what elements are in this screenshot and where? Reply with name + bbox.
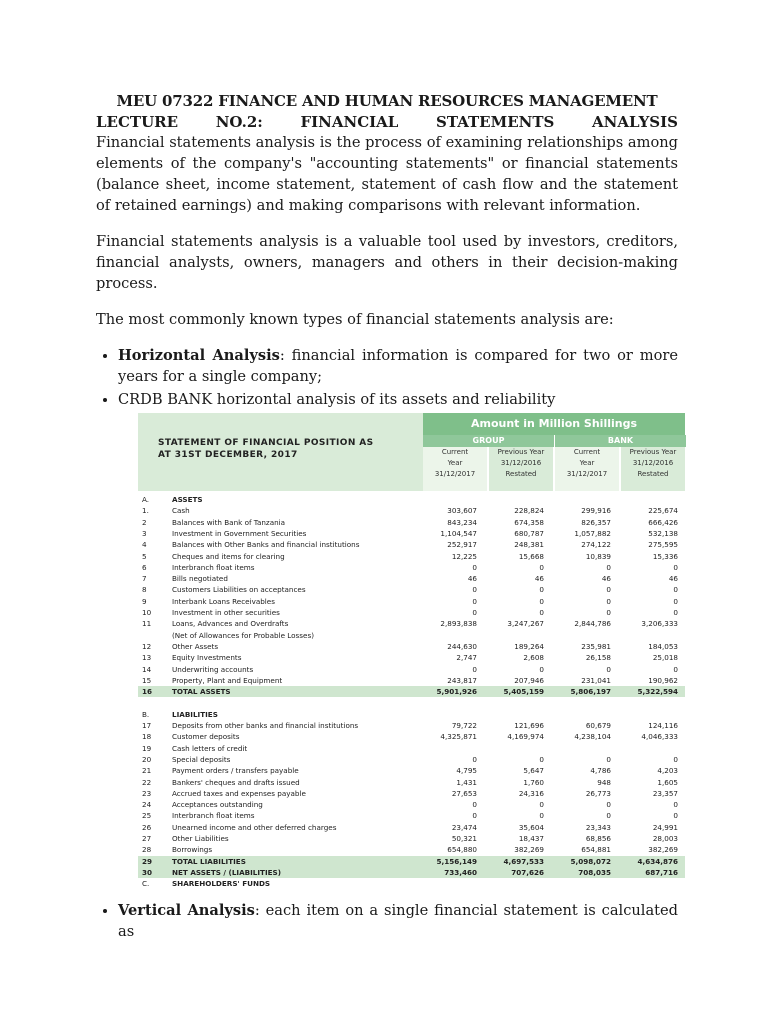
row-value: 0: [606, 562, 611, 572]
row-value: 190,962: [648, 675, 678, 685]
row-number: 18: [142, 732, 152, 742]
row-value: 1,104,547: [440, 528, 477, 538]
row-value: 25,018: [652, 653, 678, 663]
lecture-word: FINANCIAL: [300, 113, 399, 131]
row-label: Balances with Other Banks and financial institutions: [172, 540, 360, 550]
row-value: 0: [539, 562, 544, 572]
row-value: 10,839: [585, 551, 611, 561]
row-label: NET ASSETS / (LIABILITIES): [172, 867, 281, 877]
table-row: [138, 743, 685, 754]
row-label: Bills negotiated: [172, 574, 228, 584]
row-label: Acceptances outstanding: [172, 800, 263, 810]
row-value: 50,321: [451, 834, 477, 843]
lecture-word: LECTURE: [96, 113, 179, 131]
row-label: Deposits from other banks and financial institutions: [172, 721, 359, 730]
row-label: Other Liabilities: [172, 834, 229, 843]
table-row: [138, 539, 685, 550]
table-row: [138, 675, 685, 686]
row-value: 0: [539, 608, 544, 617]
row-number: 15: [142, 675, 152, 685]
table-row: [138, 528, 685, 539]
row-value: 46: [668, 574, 678, 584]
row-value: 124,116: [648, 721, 678, 730]
row-number: 30: [142, 867, 153, 877]
row-value: 24,991: [652, 822, 678, 832]
table-row: [138, 765, 685, 776]
row-value: 184,053: [648, 641, 678, 651]
table-row: [138, 551, 685, 562]
row-value: 299,916: [581, 506, 611, 516]
column-header: Previous Year 31/12/2016 Restated: [489, 447, 553, 491]
row-number: 12: [142, 641, 152, 651]
row-label: Accrued taxes and expenses payable: [172, 788, 306, 798]
row-value: 707,626: [511, 867, 544, 877]
row-number: A.: [142, 495, 150, 504]
column-header: Current Year 31/12/2017: [555, 447, 619, 491]
row-number: 23: [142, 788, 152, 798]
table-row: [138, 664, 685, 675]
row-value: 0: [472, 811, 477, 821]
row-value: 23,343: [585, 822, 611, 832]
financial-position-table: [138, 413, 685, 889]
row-value: 4,238,104: [574, 732, 611, 742]
row-number: B.: [142, 709, 150, 719]
row-value: 4,169,974: [507, 732, 544, 742]
table-row: [138, 652, 685, 663]
row-value: 252,917: [447, 540, 477, 550]
paragraph-definition: Financial statements analysis is the process of examining relationships among elements of the company's "accounting statements" or financial statements (balance sheet, income statement, statement of cash flow and the statement of retained earnings) and making comparisons with relevant information.: [96, 134, 678, 214]
row-number: 20: [142, 754, 152, 764]
row-number: 19: [142, 743, 152, 753]
analysis-types-list: [96, 345, 678, 410]
row-value: 654,881: [581, 845, 611, 855]
row-value: 0: [539, 664, 544, 674]
row-value: 0: [606, 800, 611, 810]
row-value: 23,357: [652, 788, 678, 798]
column-header: Current Year 31/12/2017: [423, 447, 487, 491]
row-value: 0: [472, 585, 477, 595]
row-label: Property, Plant and Equipment: [172, 675, 283, 685]
row-value: 12,225: [451, 551, 477, 561]
row-value: 0: [539, 585, 544, 595]
row-value: 225,674: [648, 506, 678, 516]
row-number: 24: [142, 800, 152, 810]
row-value: 121,696: [514, 721, 544, 730]
group-header: GROUP: [423, 435, 554, 447]
row-label: Investment in Government Securities: [172, 528, 307, 538]
row-label: Cheques and items for clearing: [172, 551, 285, 561]
row-value: 303,607: [447, 506, 477, 516]
list-item-crdb: • CRDB BANK horizontal analysis of its assets and reliability: [118, 389, 678, 410]
course-title: MEU 07322 FINANCE AND HUMAN RESOURCES MANAGEMENT: [116, 92, 658, 110]
row-value: 189,264: [514, 641, 544, 651]
row-value: 0: [472, 596, 477, 606]
row-label: Cash: [172, 506, 190, 516]
row-value: 15,336: [652, 551, 678, 561]
row-value: 0: [472, 562, 477, 572]
row-label: Interbranch float items: [172, 811, 255, 821]
row-value: 3,206,333: [641, 619, 678, 629]
row-number: 29: [142, 856, 153, 866]
row-value: 5,322,594: [637, 687, 678, 697]
row-number: 22: [142, 777, 152, 787]
row-label: Payment orders / transfers payable: [172, 766, 299, 776]
row-value: 0: [472, 800, 477, 810]
row-value: 79,722: [451, 721, 477, 730]
row-value: 0: [606, 585, 611, 595]
row-value: 0: [673, 585, 678, 595]
row-label: SHAREHOLDERS' FUNDS: [172, 879, 271, 889]
row-label: Balances with Bank of Tanzania: [172, 517, 286, 527]
row-value: 666,426: [648, 517, 678, 527]
row-value: 248,381: [514, 540, 544, 550]
row-value: 244,630: [447, 641, 477, 651]
row-value: 0: [539, 754, 544, 764]
row-label: Other Assets: [172, 641, 219, 651]
row-number: 10: [142, 608, 152, 617]
row-value: 4,634,876: [637, 856, 678, 866]
row-value: 4,203: [657, 766, 678, 776]
row-value: 26,773: [585, 788, 611, 798]
row-number: 26: [142, 822, 152, 832]
row-number: 2: [142, 517, 147, 527]
row-value: 0: [673, 596, 678, 606]
table-row: [138, 517, 685, 528]
list-item-horizontal: • Horizontal Analysis: financial information is compared for two or more years for a single company;: [118, 345, 678, 387]
row-value: 0: [673, 800, 678, 810]
row-value: 46: [534, 574, 544, 584]
row-label: LIABILITIES: [172, 709, 218, 719]
row-value: 235,981: [581, 641, 611, 651]
paragraph-tool: Financial statements analysis is a valuable tool used by investors, creditors, financial analysts, owners, managers and others in their decision-making process.: [96, 233, 678, 292]
row-number: 28: [142, 845, 152, 855]
lecture-word: STATEMENTS: [436, 113, 555, 131]
table-row: [138, 867, 685, 878]
amount-header: Amount in Million Shillings: [423, 413, 685, 435]
row-number: 8: [142, 585, 147, 595]
row-value: 733,460: [444, 867, 477, 877]
row-value: 28,003: [652, 834, 678, 843]
row-value: 4,795: [456, 766, 477, 776]
table-row: [138, 494, 685, 505]
row-value: 3,247,267: [507, 619, 544, 629]
row-value: 0: [673, 664, 678, 674]
row-value: 207,946: [514, 675, 544, 685]
row-value: 0: [472, 664, 477, 674]
table-row: [138, 788, 685, 799]
list-item-vertical: • Vertical Analysis: each item on a single financial statement is calculated as: [118, 900, 678, 942]
row-number: 17: [142, 721, 152, 730]
paragraph-types: The most commonly known types of financial statements analysis are:: [96, 311, 614, 328]
row-value: 1,760: [523, 777, 544, 787]
row-label: Bankers' cheques and drafts issued: [172, 777, 300, 787]
row-label: Interbank Loans Receivables: [172, 596, 275, 606]
table-row: [138, 686, 685, 697]
table-row: [138, 505, 685, 516]
table-row: [138, 584, 685, 595]
row-label: Cash letters of credit: [172, 743, 248, 753]
row-number: 4: [142, 540, 147, 550]
row-value: 0: [472, 608, 477, 617]
row-value: 0: [606, 811, 611, 821]
table-row: [138, 822, 685, 833]
row-label: TOTAL LIABILITIES: [172, 856, 246, 866]
row-value: 0: [606, 754, 611, 764]
row-label: Equity Investments: [172, 653, 242, 663]
row-label: (Net of Allowances for Probable Losses): [172, 630, 315, 640]
row-value: 1,057,882: [574, 528, 611, 538]
row-label: Loans, Advances and Overdrafts: [172, 619, 289, 629]
table-row: [138, 878, 685, 889]
row-value: 5,901,926: [436, 687, 477, 697]
row-value: 2,893,838: [440, 619, 477, 629]
row-value: 27,653: [451, 788, 477, 798]
row-label: Borrowings: [172, 845, 213, 855]
row-number: 13: [142, 653, 152, 663]
row-number: 16: [142, 687, 153, 697]
row-label: Interbranch float items: [172, 562, 255, 572]
row-number: C.: [142, 879, 150, 889]
row-number: 5: [142, 551, 147, 561]
table-row: [138, 630, 685, 641]
row-value: 948: [597, 777, 611, 787]
table-row: [138, 799, 685, 810]
row-label: Special deposits: [172, 754, 231, 764]
document-page: [96, 90, 678, 412]
row-value: 674,358: [514, 517, 544, 527]
row-value: 46: [467, 574, 477, 584]
table-row: [138, 856, 685, 867]
lecture-word: NO.2:: [215, 113, 263, 131]
bank-header: BANK: [554, 435, 686, 447]
row-value: 274,122: [581, 540, 611, 550]
row-number: 25: [142, 811, 152, 821]
row-value: 843,234: [447, 517, 477, 527]
row-value: 0: [539, 811, 544, 821]
row-value: 5,405,159: [503, 687, 544, 697]
table-row: [138, 754, 685, 765]
row-value: 4,786: [590, 766, 611, 776]
table-row: [138, 777, 685, 788]
row-value: 46: [601, 574, 611, 584]
row-value: 2,747: [456, 653, 477, 663]
table-row: [138, 697, 685, 708]
lecture-heading: [96, 112, 678, 132]
row-value: 68,856: [585, 834, 611, 843]
row-label: Unearned income and other deferred charges: [172, 822, 337, 832]
row-value: 5,156,149: [436, 856, 477, 866]
table-row: [138, 573, 685, 584]
row-value: 26,158: [585, 653, 611, 663]
row-value: 1,605: [657, 777, 678, 787]
row-value: 5,647: [523, 766, 544, 776]
row-value: 60,679: [585, 721, 611, 730]
row-value: 532,138: [648, 528, 678, 538]
table-row: [138, 596, 685, 607]
row-value: 24,316: [518, 788, 544, 798]
row-number: 7: [142, 574, 147, 584]
column-header: Previous Year 31/12/2016 Restated: [621, 447, 685, 491]
row-value: 275,595: [648, 540, 678, 550]
row-number: 1.: [142, 506, 149, 516]
row-value: 2,608: [523, 653, 544, 663]
analysis-types-list-continued: [96, 900, 678, 942]
row-value: 0: [673, 754, 678, 764]
row-value: 0: [539, 800, 544, 810]
row-value: 0: [673, 811, 678, 821]
row-value: 0: [606, 608, 611, 617]
row-value: 5,098,072: [570, 856, 611, 866]
row-value: 2,844,786: [574, 619, 611, 629]
row-value: 0: [606, 596, 611, 606]
table-row: [138, 810, 685, 821]
row-value: 0: [472, 754, 477, 764]
table-row: [138, 731, 685, 742]
row-value: 708,035: [578, 867, 611, 877]
row-value: 0: [606, 664, 611, 674]
row-value: 231,041: [581, 675, 611, 685]
table-row: [138, 618, 685, 629]
row-value: 654,880: [447, 845, 477, 855]
table-row: [138, 607, 685, 618]
document-page-bottom: [96, 900, 678, 944]
row-number: 3: [142, 528, 147, 538]
row-label: Customer deposits: [172, 732, 240, 742]
row-value: 18,437: [518, 834, 544, 843]
row-value: 4,325,871: [440, 732, 477, 742]
row-value: 382,269: [514, 845, 544, 855]
row-value: 0: [539, 596, 544, 606]
lecture-word: ANALYSIS: [592, 113, 678, 131]
row-value: 5,806,197: [570, 687, 611, 697]
row-label: Investment in other securities: [172, 608, 280, 617]
row-value: 1,431: [456, 777, 477, 787]
table-row: [138, 720, 685, 731]
row-value: 0: [673, 562, 678, 572]
row-number: 14: [142, 664, 152, 674]
row-value: 35,604: [518, 822, 544, 832]
table-row: [138, 833, 685, 844]
row-value: 687,716: [645, 867, 678, 877]
row-number: 9: [142, 596, 147, 606]
table-row: [138, 844, 685, 855]
row-label: Underwriting accounts: [172, 664, 254, 674]
row-label: Customers Liabilities on acceptances: [172, 585, 306, 595]
row-value: 23,474: [451, 822, 477, 832]
row-label: ASSETS: [172, 495, 203, 504]
row-value: 826,357: [581, 517, 611, 527]
row-number: 27: [142, 834, 152, 843]
row-number: 11: [142, 619, 152, 629]
row-number: 21: [142, 766, 152, 776]
row-value: 4,046,333: [641, 732, 678, 742]
row-label: TOTAL ASSETS: [172, 687, 231, 697]
row-value: 4,697,533: [503, 856, 544, 866]
row-value: 243,817: [447, 675, 477, 685]
row-value: 15,668: [518, 551, 544, 561]
row-value: 228,824: [514, 506, 544, 516]
row-value: 680,787: [514, 528, 544, 538]
table-row: [138, 641, 685, 652]
statement-title: STATEMENT OF FINANCIAL POSITION AS AT 31ST DECEMBER, 2017: [158, 438, 374, 460]
table-row: [138, 562, 685, 573]
row-number: 6: [142, 562, 147, 572]
row-value: 382,269: [648, 845, 678, 855]
table-row: [138, 709, 685, 720]
row-value: 0: [673, 608, 678, 617]
